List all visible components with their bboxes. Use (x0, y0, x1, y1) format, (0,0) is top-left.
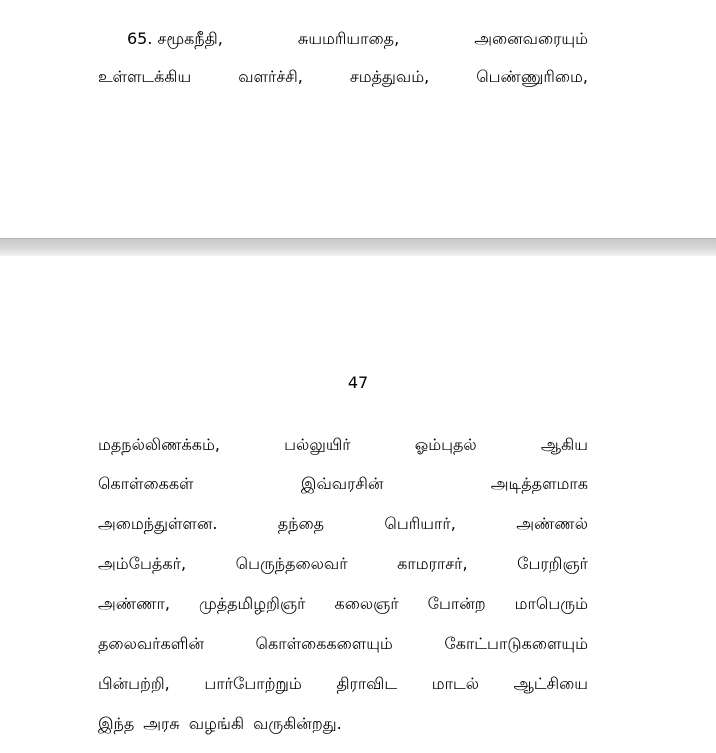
word: அமைந்துள்ளன. (98, 514, 218, 533)
word: கொள்கைகள் (98, 474, 194, 493)
word: அம்பேத்கர், (98, 554, 187, 573)
text-line (98, 713, 588, 735)
text-line (98, 553, 588, 575)
word: பல்லுயிர் (284, 435, 351, 454)
word: அரசு (143, 714, 180, 733)
word: உள்ளடக்கிய (98, 67, 192, 86)
text-line (98, 434, 588, 456)
page-number: 47 (347, 373, 369, 392)
word: பின்பற்றி, (98, 674, 170, 693)
word: பெரியார், (384, 514, 456, 533)
word: சமத்துவம், (349, 67, 430, 86)
word: தந்தை (277, 514, 325, 533)
word: இந்த (98, 714, 135, 733)
word: மதநல்லிணக்கம், (98, 435, 220, 454)
word: பார்போற்றும் (204, 674, 302, 693)
word: வருகின்றது. (253, 714, 342, 733)
word: பெருந்தலைவர் (235, 554, 348, 573)
word: கோட்பாடுகளையும் (444, 634, 588, 653)
word: அடித்தளமாக (490, 474, 588, 493)
word: வழங்கி (188, 714, 245, 733)
word: திராவிட (336, 674, 398, 693)
word: 65. சமூகநீதி, (127, 29, 223, 48)
text-line (98, 66, 588, 88)
word: கலைஞர் (334, 594, 399, 613)
word: அனைவரையும் (474, 29, 588, 48)
word: முத்தமிழறிஞர் (198, 594, 306, 613)
document-page-top (0, 0, 716, 238)
text-line (98, 28, 588, 50)
word: மாடல் (431, 674, 479, 693)
word: அண்ணல் (516, 514, 588, 533)
word: சுயமரியாதை, (297, 29, 400, 48)
word: மாபெரும் (514, 594, 588, 613)
word: ஆட்சியை (513, 674, 588, 693)
text-line (98, 633, 588, 655)
word: தலைவர்களின் (98, 634, 204, 653)
text-line (98, 673, 588, 695)
page-separator (0, 238, 716, 256)
word: பெண்ணுரிமை, (476, 67, 588, 86)
word: ஓம்புதல் (414, 435, 477, 454)
word: காமராசர், (397, 554, 468, 573)
word: பேரறிஞர் (517, 554, 588, 573)
text-line (98, 473, 588, 495)
word: வளர்ச்சி, (238, 67, 303, 86)
word: போன்ற (427, 594, 486, 613)
document-page-bottom (0, 256, 716, 753)
word: ஆகிய (540, 435, 588, 454)
word: அண்ணா, (98, 594, 170, 613)
word: இவ்வரசின் (300, 474, 384, 493)
text-line (98, 593, 588, 615)
text-line (98, 513, 588, 535)
word: கொள்கைகளையும் (255, 634, 393, 653)
